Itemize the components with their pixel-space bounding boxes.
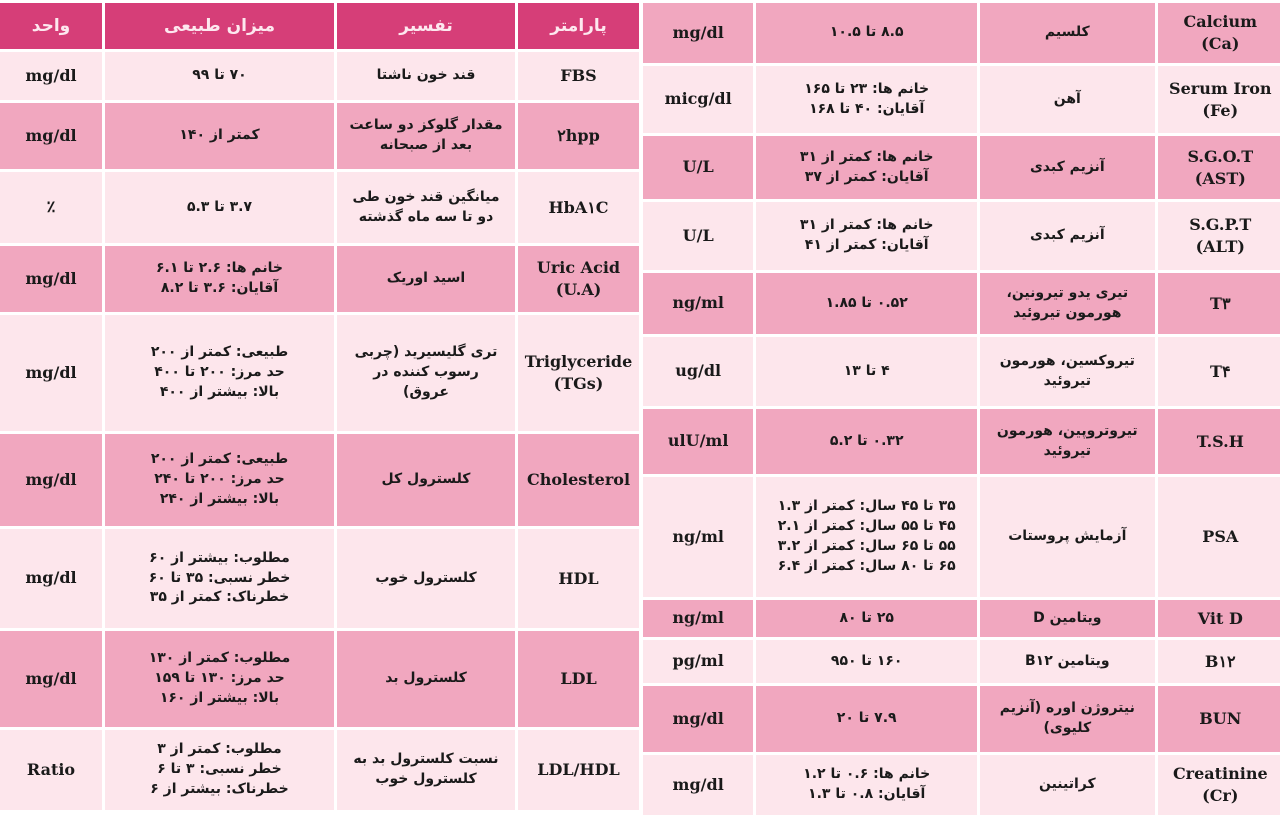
description-cell — [980, 600, 1155, 637]
normal-range-cell — [756, 202, 977, 270]
normal-range-cell-line: بالا: بیشتر از ۲۴۰ — [159, 490, 280, 507]
parameter-cell — [518, 52, 639, 100]
parameter-cell-line: Vit D — [1197, 608, 1243, 628]
unit-cell: mg/dl — [643, 686, 753, 752]
table-row — [643, 3, 1280, 63]
parameter-cell — [518, 529, 639, 628]
description-cell-line: ویتامین B۱۲ — [1025, 652, 1110, 669]
normal-range-cell — [756, 3, 977, 63]
description-cell — [980, 686, 1155, 752]
parameter-cell — [1158, 409, 1280, 474]
table-row — [643, 409, 1280, 474]
description-cell-line: کراتینین — [1038, 776, 1096, 793]
normal-range-cell-line: خطرناک: بیشتر از ۶ — [150, 780, 289, 797]
description-cell-line: کلیوی) — [1043, 720, 1092, 736]
description-cell — [337, 103, 515, 169]
unit-cell: mg/dl — [643, 755, 753, 815]
description-cell-line: آهن — [1053, 90, 1081, 107]
description-cell-line: میانگین قند خون طی — [352, 188, 500, 205]
parameter-cell — [1158, 600, 1280, 637]
parameter-cell-line: Calcium — [1183, 12, 1258, 32]
unit-cell: U/L — [643, 202, 753, 270]
description-cell-line: تیری یدو تیرونین، — [1006, 284, 1129, 301]
normal-range-cell — [756, 686, 977, 752]
description-cell-line: رسوب کننده در — [373, 364, 479, 381]
description-cell-line: کلسترول خوب — [375, 771, 477, 787]
table-row — [643, 600, 1280, 637]
normal-range-cell-line: بالا: بیشتر از ۱۶۰ — [159, 689, 280, 706]
description-cell — [980, 202, 1155, 270]
description-cell-line: ویتامین D — [1033, 609, 1102, 626]
table-row — [0, 631, 639, 727]
normal-range-cell — [105, 730, 334, 810]
normal-range-cell-line: ۱۶۰ تا ۹۵۰ — [830, 652, 903, 669]
parameter-cell-line: (Cr) — [1202, 786, 1239, 805]
parameter-cell — [518, 103, 639, 169]
normal-range-cell-line: خانم ها: ۲۳ تا ۱۶۵ — [804, 80, 930, 97]
table-row — [643, 755, 1280, 815]
table-row — [0, 434, 639, 526]
description-cell-line: هورمون تیروئید — [1013, 304, 1122, 321]
parameter-cell-line: ۲hpp — [557, 126, 600, 146]
parameter-cell-line: BUN — [1199, 709, 1242, 729]
description-cell-line: کلسترول خوب — [375, 569, 477, 586]
normal-range-cell-line: آقایان: کمتر از ۴۱ — [804, 237, 929, 253]
normal-range-cell — [105, 529, 334, 628]
parameter-cell-line: LDL — [560, 669, 597, 689]
description-cell — [980, 136, 1155, 199]
normal-range-cell-line: ۳۵ تا ۴۵ سال: کمتر از ۱.۳ — [777, 498, 956, 515]
parameter-cell-line: T۳ — [1210, 293, 1231, 313]
description-cell-line: آنزیم کبدی — [1029, 158, 1105, 175]
table-row — [643, 640, 1280, 683]
parameter-cell-line: T.S.H — [1196, 431, 1244, 451]
description-cell — [337, 52, 515, 100]
parameter-cell — [518, 315, 639, 431]
table-row — [643, 477, 1280, 597]
normal-range-cell-line: ۷.۹ تا ۲۰ — [836, 710, 897, 727]
normal-range-cell-line: طبیعی: کمتر از ۲۰۰ — [150, 344, 289, 361]
table-row — [643, 66, 1280, 133]
normal-range-cell-line: ۸.۵ تا ۱۰.۵ — [829, 24, 904, 41]
description-cell-line: آزمایش پروستات — [1008, 528, 1127, 545]
unit-cell: ng/ml — [643, 600, 753, 637]
normal-range-cell — [105, 631, 334, 727]
unit-cell: mg/dl — [0, 246, 102, 312]
normal-range-cell-line: کمتر از ۱۴۰ — [179, 127, 260, 144]
table-row — [0, 315, 639, 431]
normal-range-cell-line: حد مرز: ۲۰۰ تا ۴۰۰ — [154, 364, 285, 381]
unit-cell: mg/dl — [0, 529, 102, 628]
parameter-cell-line: PSA — [1202, 527, 1239, 547]
left-reference-table — [0, 0, 642, 813]
description-cell — [980, 640, 1155, 683]
table-row — [643, 337, 1280, 406]
description-cell-line: آنزیم کبدی — [1029, 227, 1105, 244]
description-cell — [980, 477, 1155, 597]
description-cell-line: اسید اوریک — [386, 270, 466, 287]
right-reference-table — [640, 0, 1280, 818]
normal-range-cell-line: ۵۵ تا ۶۵ سال: کمتر از ۳.۲ — [777, 538, 956, 554]
description-cell — [980, 755, 1155, 815]
unit-cell: pg/ml — [643, 640, 753, 683]
normal-range-cell-line: ۲۵ تا ۸۰ — [839, 609, 894, 626]
parameter-cell — [518, 172, 639, 243]
normal-range-cell-line: ۰.۵۲ تا ۱.۸۵ — [825, 294, 908, 311]
normal-range-cell — [105, 103, 334, 169]
description-cell — [337, 631, 515, 727]
normal-range-cell-line: خطر نسبی: ۳ تا ۶ — [157, 761, 282, 778]
right-table-body — [643, 3, 1280, 815]
description-cell-line: کلسیم — [1044, 24, 1090, 41]
description-cell-line: نیتروژن اوره (آنزیم — [999, 700, 1135, 717]
description-cell-line: مقدار گلوکز دو ساعت — [349, 117, 503, 134]
description-cell-line: تیروئید — [1043, 372, 1092, 389]
description-cell-line: تری گلیسیرید (چربی — [354, 344, 498, 361]
left-table-header-row — [0, 3, 639, 49]
table-row — [0, 246, 639, 312]
parameter-cell-line: (AST) — [1194, 168, 1246, 188]
normal-range-cell-line: آقایان: ۰.۸ تا ۱.۳ — [808, 786, 926, 802]
parameter-cell — [1158, 477, 1280, 597]
normal-range-cell — [756, 600, 977, 637]
normal-range-cell-line: مطلوب: کمتر از ۱۳۰ — [148, 650, 291, 667]
table-row — [643, 136, 1280, 199]
normal-range-cell-line: حد مرز: ۲۰۰ تا ۲۴۰ — [154, 471, 285, 488]
normal-range-cell-line: خانم ها: کمتر از ۳۱ — [799, 148, 934, 165]
parameter-cell-line: T۴ — [1210, 361, 1231, 381]
normal-range-cell — [756, 136, 977, 199]
parameter-cell — [1158, 273, 1280, 334]
description-cell — [980, 409, 1155, 474]
parameter-cell — [518, 730, 639, 810]
normal-range-cell — [756, 477, 977, 597]
normal-range-header: میزان طبیعی — [105, 3, 334, 49]
parameter-cell-line: HDL — [558, 568, 599, 588]
normal-range-cell — [756, 409, 977, 474]
normal-range-cell — [105, 434, 334, 526]
parameter-cell — [1158, 66, 1280, 133]
table-row — [0, 103, 639, 169]
description-header: تفسیر — [337, 3, 515, 49]
parameter-cell-line: (ALT) — [1195, 237, 1245, 256]
unit-header: واحد — [0, 3, 102, 49]
description-cell — [980, 3, 1155, 63]
description-cell — [980, 273, 1155, 334]
normal-range-cell — [105, 246, 334, 312]
parameter-cell-line: (Fe) — [1202, 100, 1239, 120]
normal-range-cell-line: حد مرز: ۱۳۰ تا ۱۵۹ — [154, 670, 285, 687]
table-row — [0, 172, 639, 243]
table-row — [643, 686, 1280, 752]
parameter-cell-line: (Ca) — [1201, 34, 1240, 53]
parameter-cell-line: Uric Acid — [536, 258, 621, 278]
parameter-cell — [1158, 686, 1280, 752]
normal-range-cell-line: آقایان: ۳.۶ تا ۸.۲ — [160, 280, 279, 296]
description-cell — [337, 529, 515, 628]
parameter-header: پارامتر — [518, 3, 639, 49]
description-cell — [980, 66, 1155, 133]
normal-range-cell-line: خطرناک: کمتر از ۳۵ — [149, 589, 290, 606]
unit-cell: ulU/ml — [643, 409, 753, 474]
normal-range-cell-line: مطلوب: بیشتر از ۶۰ — [149, 549, 290, 566]
description-cell-line: تیروئید — [1043, 442, 1092, 459]
description-cell — [337, 172, 515, 243]
normal-range-cell — [756, 273, 977, 334]
normal-range-cell-line: ۳.۷ تا ۵.۳ — [186, 198, 253, 215]
description-cell-line: قند خون ناشتا — [376, 67, 476, 84]
unit-cell: ٪ — [0, 172, 102, 243]
parameter-cell — [1158, 3, 1280, 63]
unit-cell: Ratio — [0, 730, 102, 810]
description-cell-line: تیروکسین، هورمون — [999, 352, 1135, 369]
normal-range-cell-line: خانم ها: ۰.۶ تا ۱.۲ — [803, 766, 931, 783]
table-row — [643, 202, 1280, 270]
parameter-cell — [1158, 136, 1280, 199]
parameter-cell-line: (TGs) — [553, 374, 604, 393]
normal-range-cell-line: خطر نسبی: ۳۵ تا ۶۰ — [148, 569, 291, 586]
unit-cell: mg/dl — [643, 3, 753, 63]
unit-cell: ug/dl — [643, 337, 753, 406]
table-row — [0, 730, 639, 810]
description-cell-line: بعد از صبحانه — [379, 137, 473, 153]
description-cell-line: عروق) — [403, 383, 449, 400]
normal-range-cell-line: ۶۵ تا ۸۰ سال: کمتر از ۶.۴ — [777, 557, 956, 574]
unit-cell: ng/ml — [643, 477, 753, 597]
normal-range-cell-line: ۴۵ تا ۵۵ سال: کمتر از ۲.۱ — [777, 518, 956, 535]
unit-cell: mg/dl — [0, 52, 102, 100]
unit-cell: U/L — [643, 136, 753, 199]
description-cell-line: کلسترول کل — [381, 471, 471, 488]
parameter-cell — [1158, 640, 1280, 683]
description-cell — [337, 434, 515, 526]
description-cell — [337, 246, 515, 312]
description-cell-line: نسبت کلسترول بد به — [353, 751, 499, 768]
normal-range-cell — [105, 52, 334, 100]
unit-cell: mg/dl — [0, 103, 102, 169]
normal-range-cell-line: آقایان: ۴۰ تا ۱۶۸ — [809, 100, 925, 117]
normal-range-cell-line: مطلوب: کمتر از ۳ — [157, 741, 282, 758]
description-cell — [337, 730, 515, 810]
parameter-cell-line: Cholesterol — [526, 470, 631, 490]
normal-range-cell — [105, 172, 334, 243]
normal-range-cell — [756, 337, 977, 406]
normal-range-cell-line: بالا: بیشتر از ۴۰۰ — [159, 383, 280, 400]
normal-range-cell — [756, 66, 977, 133]
description-cell-line: کلسترول بد — [385, 670, 467, 687]
normal-range-cell-line: خانم ها: کمتر از ۳۱ — [799, 217, 934, 234]
left-table-body — [0, 52, 639, 810]
normal-range-cell-line: ۴ تا ۱۳ — [843, 362, 890, 379]
parameter-cell-line: LDL/HDL — [537, 760, 620, 780]
description-cell-line: دو تا سه ماه گذشته — [358, 208, 494, 225]
parameter-cell-line: Triglyceride — [524, 352, 633, 372]
parameter-cell — [518, 246, 639, 312]
parameter-cell-line: (U.A) — [555, 280, 602, 299]
table-row — [0, 529, 639, 628]
parameter-cell — [1158, 755, 1280, 815]
normal-range-cell-line: خانم ها: ۲.۶ تا ۶.۱ — [155, 260, 283, 277]
unit-cell: mg/dl — [0, 434, 102, 526]
table-row — [0, 52, 639, 100]
normal-range-cell-line: ۰.۳۲ تا ۵.۲ — [829, 432, 904, 449]
parameter-cell-line: B۱۲ — [1204, 651, 1236, 671]
unit-cell: mg/dl — [0, 315, 102, 431]
unit-cell: micg/dl — [643, 66, 753, 133]
normal-range-cell — [105, 315, 334, 431]
normal-range-cell — [756, 755, 977, 815]
normal-range-cell — [756, 640, 977, 683]
parameter-cell-line: Creatinine — [1172, 764, 1268, 784]
description-cell-line: تیروتروپین، هورمون — [996, 422, 1138, 439]
parameter-cell-line: FBS — [560, 66, 597, 86]
parameter-cell — [1158, 337, 1280, 406]
unit-cell: mg/dl — [0, 631, 102, 727]
parameter-cell-line: Serum Iron — [1169, 78, 1272, 98]
parameter-cell — [518, 631, 639, 727]
description-cell — [980, 337, 1155, 406]
unit-cell: ng/ml — [643, 273, 753, 334]
parameter-cell — [1158, 202, 1280, 270]
parameter-cell-line: S.G.P.T — [1189, 215, 1252, 235]
description-cell — [337, 315, 515, 431]
parameter-cell-line: HbA۱C — [548, 197, 609, 217]
parameter-cell-line: S.G.O.T — [1187, 146, 1254, 166]
normal-range-cell-line: آقایان: کمتر از ۳۷ — [804, 168, 929, 185]
normal-range-cell-line: طبیعی: کمتر از ۲۰۰ — [150, 451, 289, 468]
normal-range-cell-line: ۷۰ تا ۹۹ — [192, 67, 247, 84]
parameter-cell — [518, 434, 639, 526]
table-row — [643, 273, 1280, 334]
